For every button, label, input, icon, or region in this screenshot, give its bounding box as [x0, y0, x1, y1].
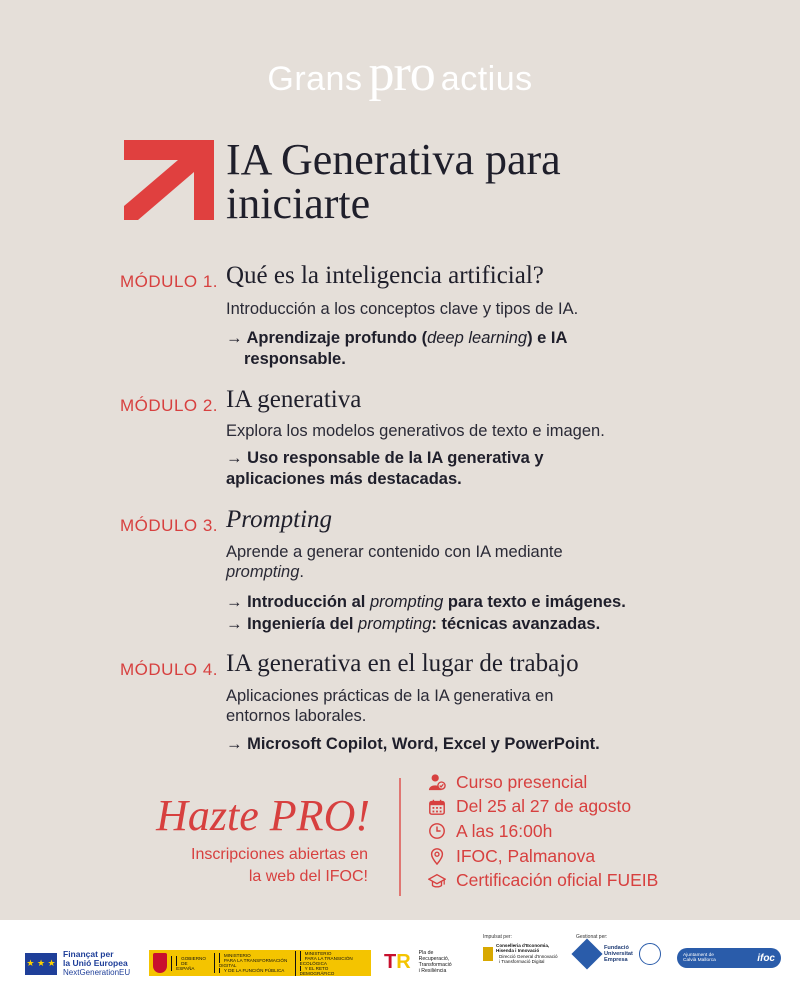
cta-subtitle: Inscripciones abiertas en la web del IFOC! [191, 846, 368, 885]
module-bullet: → Introducción al prompting para texto e imágenes. [226, 593, 626, 611]
module-description: Explora los modelos generativos de texto e imagen. [226, 422, 605, 440]
module-label: MÓDULO 4. [120, 660, 219, 679]
module-label: MÓDULO 3. [120, 516, 219, 535]
info-dates: Del 25 al 27 de agosto [428, 795, 658, 820]
module-title: IA generativa [226, 386, 362, 413]
location-pin-icon [428, 847, 446, 865]
balearic-mark-icon [483, 947, 493, 961]
info-modality: Curso presencial [428, 770, 658, 795]
divider [399, 778, 401, 896]
fundacio-logo: Fundació Universitat Empresa [576, 943, 661, 965]
diagonal-arrow-icon [122, 136, 214, 224]
clock-icon [428, 822, 446, 840]
graduation-cap-icon [428, 872, 446, 890]
eu-flag-icon: ★ ★ ★ [25, 953, 57, 975]
conselleria-logo: Conselleria d'Economia, Hisenda i Innovació Direcció General d'Innovació i Transformació Digital [483, 943, 558, 964]
module-title: Prompting [226, 506, 333, 533]
spain-shield-icon [153, 953, 167, 973]
course-info [428, 770, 658, 893]
module-description: Aplicaciones prácticas de la IA generativa en entornos laborales. [226, 687, 554, 725]
module-label: MÓDULO 2. [120, 396, 219, 415]
brand-logo [0, 44, 800, 103]
recovery-plan-mark: TR [384, 950, 411, 973]
brand-pro: pro [368, 45, 435, 102]
fundacio-mark-icon [571, 938, 602, 969]
module-description: Introducción a los conceptos clave y tipos de IA. [226, 300, 579, 318]
uib-seal-icon [639, 943, 661, 965]
module-label: MÓDULO 1. [120, 272, 219, 291]
module-description: Aprende a generar contenido con IA mediante prompting. [226, 543, 563, 581]
module-bullet: → Uso responsable de la IA generativa y aplicaciones más destacadas. [226, 449, 544, 488]
recovery-plan-logo: TR Pla de Recuperació, Transformació i Resiliència [384, 950, 452, 974]
government-spain-logo: GOBIERNO DE ESPAÑA MINISTERIO PARA LA TRANSFORMACIÓN DIGITAL Y DE LA FUNCIÓN PÚBLICA MINISTERIO PARA LA TRANSICIÓN ECOLÓGICA Y EL RETO DEMOGRÁFICO [149, 950, 371, 976]
calendar-icon [428, 798, 446, 816]
page-title [226, 135, 646, 228]
module-title: Qué es la inteligencia artificial? [226, 262, 544, 289]
impulsat-label: Impulsat per: [483, 934, 512, 940]
module-bullet: → Microsoft Copilot, Word, Excel y PowerPoint. [226, 735, 600, 753]
title-line-2: iniciarte [226, 179, 371, 228]
brand-post: actius [440, 60, 533, 98]
ajuntament-ifoc-logo: Ajuntament de Calvià Mallorca ifoc [677, 948, 781, 968]
brand-pre: Grans [267, 60, 363, 98]
eu-funding-logo: ★ ★ ★ Finançat per la Unió Europea NextGenerationEU [26, 949, 131, 977]
module-bullet: → Ingeniería del prompting: técnicas avanzadas. [226, 615, 601, 633]
module-bullet: → Aprendizaje profundo (deep learning) e IA responsable. [226, 329, 568, 368]
cta-title: Hazte PRO! [156, 791, 370, 840]
person-check-icon [428, 773, 446, 791]
info-certification: Certificación oficial FUEIB [428, 868, 658, 893]
gestionat-label: Gestionat per: [576, 934, 608, 940]
title-line-1: IA Generativa para [226, 135, 561, 184]
info-location: IFOC, Palmanova [428, 844, 658, 869]
info-time: A las 16:00h [428, 819, 658, 844]
module-title: IA generativa en el lugar de trabajo [226, 650, 579, 677]
